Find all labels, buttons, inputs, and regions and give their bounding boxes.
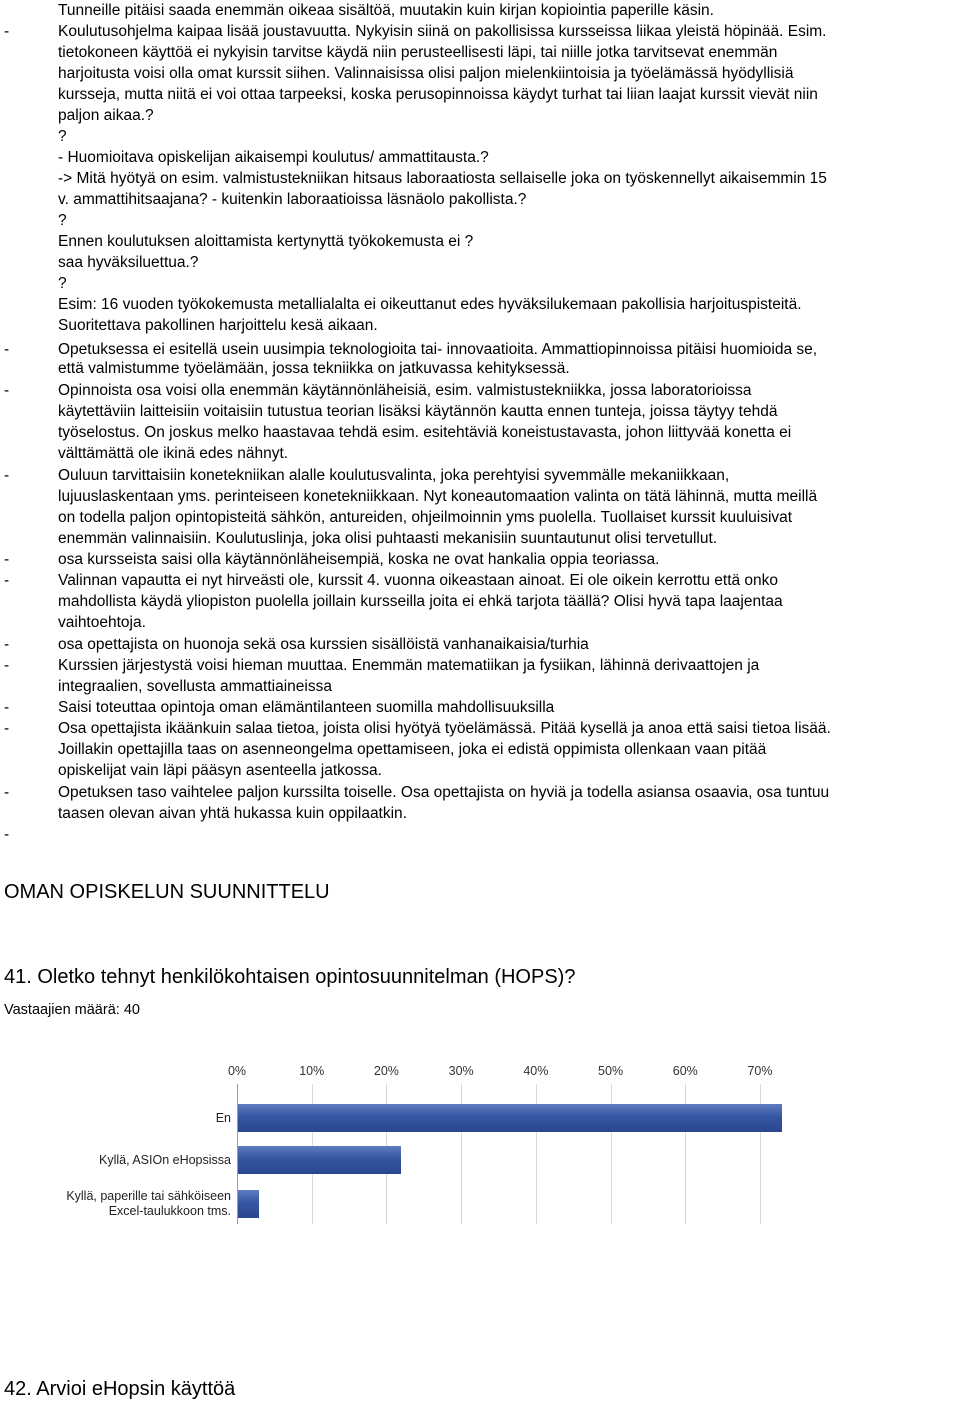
chart-tick-label: 70% bbox=[747, 1064, 773, 1078]
text-line: paljon aikaa.? bbox=[58, 107, 154, 124]
text-line: ? bbox=[58, 128, 67, 145]
question-42-title: 42. Arvioi eHopsin käyttöä bbox=[4, 1378, 236, 1400]
text-line: osa kursseista saisi olla käytännönläheisempiä, koska ne ovat hankalia oppia teoriassa. bbox=[58, 551, 660, 568]
bullet-dash: - bbox=[4, 720, 10, 737]
bullet-dash: - bbox=[4, 826, 10, 843]
text-line: enemmän valinnaisiin. Koulutuslinja, joka olisi puhtaasti mekanisiin suuntautunut olisi tervetullut. bbox=[58, 530, 718, 547]
chart-tick-label: 50% bbox=[598, 1064, 624, 1078]
text-line: -> Mitä hyötyä on esim. valmistustekniikan hitsaus laboraatiosta sellaiselle joka on työskennellyt aikaisemmin 15 bbox=[58, 170, 827, 187]
chart-category-label-line: Excel-taulukkoon tms. bbox=[108, 1204, 231, 1218]
chart-tick-label: 10% bbox=[299, 1064, 325, 1078]
bullet-dash: - bbox=[4, 636, 10, 653]
text-line: opiskelijat vain läpi pääsyn asenteella jatkossa. bbox=[58, 762, 382, 779]
hops-bar-chart bbox=[0, 1062, 960, 1242]
text-line: osa opettajista on huonoja sekä osa kurssien sisällöistä vanhanaikaisia/turhia bbox=[58, 636, 589, 653]
chart-category-label-line: En bbox=[215, 1110, 231, 1125]
text-line: on todella paljon opintopisteitä sähkön, antureiden, ohjeilmoinnin yms puolella. Tuollaiset kurssit kuuluisivat bbox=[58, 509, 793, 526]
text-line: Suoritettava pakollinen harjoittelu kesä aikaan. bbox=[58, 317, 378, 334]
text-line: Tunneille pitäisi saada enemmän oikeaa sisältöä, muutakin kuin kirjan kopiointia paperille käsin. bbox=[58, 2, 714, 19]
text-line: tietokoneen käyttöä ei nykyisin tarvitse käydä niin perusteellisesti läpi, tai niille jotka tarvitsevat enemmän bbox=[58, 44, 778, 61]
text-line: Ouluun tarvittaisiin konetekniikan alalle koulutusvalinta, joka perehtyisi syvemmälle mekaniikkaan, bbox=[58, 467, 730, 484]
bullet-dash: - bbox=[4, 657, 10, 674]
chart-bar bbox=[238, 1146, 401, 1174]
bullet-dash: - bbox=[4, 572, 10, 589]
text-line: lujuuslaskentaan yms. perinteiseen konetekniikkaan. Nyt koneautomaation valinta on tätä lähinnä, mutta meillä bbox=[58, 488, 818, 505]
text-line: Kurssien järjestystä voisi hieman muuttaa. Enemmän matematiikan ja fysiikan, lähinnä derivaattojen ja bbox=[58, 657, 760, 674]
chart-tick-label: 0% bbox=[227, 1064, 247, 1078]
text-line: Esim: 16 vuoden työkokemusta metallialalta ei oikeuttanut edes hyväksilukemaan pakollisia harjoituspisteitä. bbox=[58, 296, 802, 313]
bullet-dash: - bbox=[4, 341, 10, 358]
text-line: välttämättä ole ikinä edes nähnyt. bbox=[58, 445, 289, 462]
respondent-count: Vastaajien määrä: 40 bbox=[4, 1002, 140, 1018]
text-line: kursseja, mutta niitä ei voi ottaa tarpeeksi, koska perusopinnoissa käydyt turhat tai liian laajat kurssit vievät niin bbox=[58, 86, 818, 103]
text-line: vaihtoehtoja. bbox=[58, 614, 146, 631]
chart-category-label bbox=[216, 1111, 231, 1126]
bullet-dash: - bbox=[4, 23, 10, 40]
text-line: Opinnoista osa voisi olla enemmän käytännönläheisiä, esim. valmistustekniikka, jossa laboratorioissa bbox=[58, 382, 752, 399]
chart-category-label bbox=[99, 1153, 231, 1168]
chart-category-label-line: Kyllä, paperille tai sähköiseen bbox=[66, 1189, 231, 1203]
text-line: - Huomioitava opiskelijan aikaisempi koulutus/ ammattitausta.? bbox=[58, 149, 489, 166]
text-line: harjoitusta voisi olla omat kurssit siihen. Valinnaisissa olisi paljon mielenkiintoisia ja työelämässä hyödyllisiä bbox=[58, 65, 794, 82]
bullet-dash: - bbox=[4, 467, 10, 484]
text-line: käytettäviin laitteisiin voitaisiin tutustua teorian lisäksi käytännön kautta ennen tunteja, joissa täytyy tehdä bbox=[58, 403, 778, 420]
chart-tick-label: 40% bbox=[523, 1064, 549, 1078]
text-line: v. ammattihitsaajana? - kuitenkin laboraatioissa läsnäolo pakollista.? bbox=[58, 191, 527, 208]
text-line: Valinnan vapautta ei nyt hirveästi ole, kurssit 4. vuonna oikeastaan ainoat. Ei ole oikein kerrottu että onko bbox=[58, 572, 779, 589]
chart-tick-label: 30% bbox=[448, 1064, 474, 1078]
chart-category-label-line: Kyllä, ASIOn eHopsissa bbox=[98, 1152, 231, 1167]
text-line: Opetuksen taso vaihtelee paljon kurssilta toiselle. Osa opettajista on hyviä ja todella asiansa osaavia, osa tuntuu bbox=[58, 784, 830, 801]
text-line: ? bbox=[58, 275, 67, 292]
text-line: integraalien, sovellusta ammattiaineissa bbox=[58, 678, 332, 695]
text-line: mahdollista käydä yliopiston puolella joillain kursseilla joita ei ehkä tarjota täällä? Olisi hyvä tapa laajentaa bbox=[58, 593, 783, 610]
text-line: Ennen koulutuksen aloittamista kertynyttä työkokemusta ei ? bbox=[58, 233, 474, 250]
bullet-dash: - bbox=[4, 551, 10, 568]
text-line: Osa opettajista ikäänkuin salaa tietoa, joista olisi hyötyä työelämässä. Pitää kysellä ja anoa että saisi tietoa lisää. bbox=[58, 720, 831, 737]
text-line: taasen olevan aivan yhtä hukassa kuin oppilaatkin. bbox=[58, 805, 407, 822]
chart-bar bbox=[238, 1190, 259, 1218]
bullet-dash: - bbox=[4, 699, 10, 716]
text-line: Opetuksessa ei esitellä usein uusimpia teknologioita tai- innovaatioita. Ammattiopinnoissa pitäisi huomioida se, bbox=[58, 341, 818, 358]
chart-category-label bbox=[66, 1189, 231, 1219]
text-line: ? bbox=[58, 212, 67, 229]
text-line: työselostus. On joskus melko haastavaa tehdä esim. esitehtäviä koneistustavasta, johon liittyvää konetta ei bbox=[58, 424, 792, 441]
text-line: Saisi toteuttaa opintoja oman elämäntilanteen suomilla mahdollisuuksilla bbox=[58, 699, 555, 716]
question-41-title: 41. Oletko tehnyt henkilökohtaisen opintosuunnitelman (HOPS)? bbox=[4, 966, 576, 988]
text-line: Koulutusohjelma kaipaa lisää joustavuutta. Nykyisin siinä on pakollisissa kursseissa liikaa yleistä höpinää. Esim. bbox=[58, 23, 827, 40]
text-line: että valmistumme työelämään, jossa tekniikka on jatkuvassa kehityksessä. bbox=[58, 360, 570, 377]
chart-tick-label: 20% bbox=[373, 1064, 399, 1078]
chart-tick-label: 60% bbox=[672, 1064, 698, 1078]
section-heading: OMAN OPISKELUN SUUNNITTELU bbox=[4, 881, 330, 903]
text-line: saa hyväksiluettua.? bbox=[58, 254, 199, 271]
bullet-dash: - bbox=[4, 784, 10, 801]
bullet-dash: - bbox=[4, 382, 10, 399]
text-line: Joillakin opettajilla taas on asenneongelma opettamiseen, joka ei edistä oppimista ollenkaan vaan pitää bbox=[58, 741, 767, 758]
chart-bar bbox=[238, 1104, 782, 1132]
